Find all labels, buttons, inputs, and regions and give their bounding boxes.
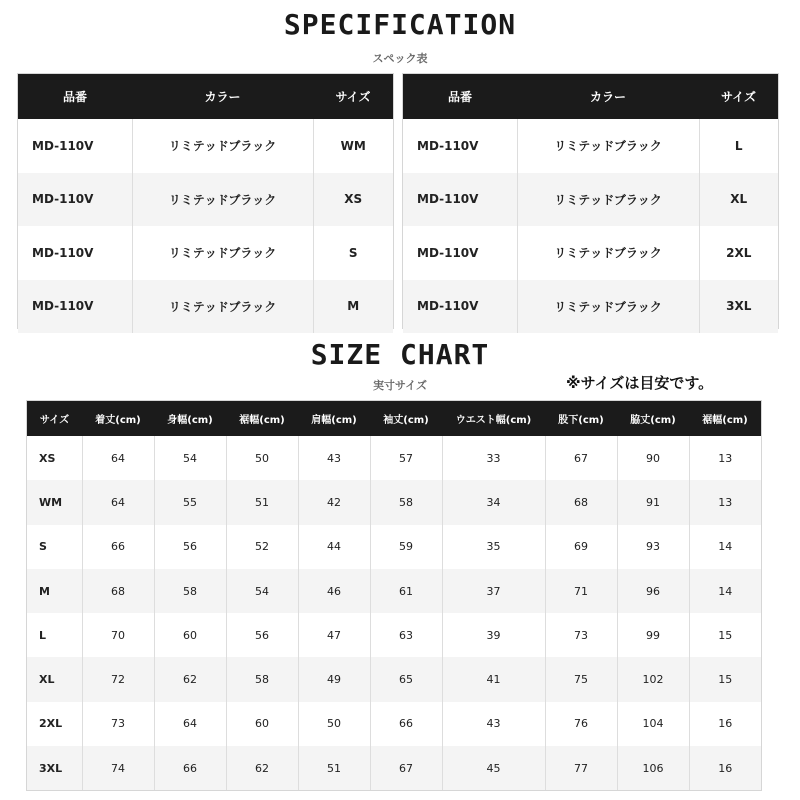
- measurement-cell: 102: [617, 657, 689, 701]
- measurement-cell: 60: [226, 702, 298, 746]
- measurement-cell: 99: [617, 613, 689, 657]
- part-number-cell: MD-110V: [18, 226, 132, 280]
- measurement-cell: 54: [154, 436, 226, 480]
- measurement-cell: 59: [370, 525, 442, 569]
- measurement-cell: 54: [226, 569, 298, 613]
- table-row: [27, 657, 761, 701]
- measurement-cell: 67: [370, 746, 442, 790]
- measurement-cell: 72: [82, 657, 154, 701]
- measurement-cell: 62: [154, 657, 226, 701]
- table-row: [27, 525, 761, 569]
- table-row: [27, 702, 761, 746]
- table-row: [403, 173, 778, 227]
- measurement-cell: 34: [442, 480, 545, 524]
- color-cell: リミテッドブラック: [517, 226, 699, 280]
- part-number-cell: MD-110V: [18, 280, 132, 334]
- size-chart-subtitle: 実寸サイズ: [372, 379, 428, 392]
- part-number-cell: MD-110V: [403, 226, 517, 280]
- table-row: [27, 746, 761, 790]
- measurement-cell: 35: [442, 525, 545, 569]
- measurement-cell: 64: [82, 480, 154, 524]
- measurement-cell: 37: [442, 569, 545, 613]
- measurement-cell: 58: [370, 480, 442, 524]
- color-cell: リミテッドブラック: [132, 280, 313, 334]
- measurement-cell: 61: [370, 569, 442, 613]
- spec-table-left-header: [18, 74, 393, 119]
- table-row: [403, 226, 778, 280]
- size-label-cell: XL: [27, 657, 82, 701]
- color-cell: リミテッドブラック: [517, 280, 699, 334]
- measurement-cell: 63: [370, 613, 442, 657]
- measurement-cell: 74: [82, 746, 154, 790]
- header-size: サイズ: [699, 74, 778, 119]
- table-row: [18, 119, 393, 173]
- measurement-cell: 64: [82, 436, 154, 480]
- measurement-cell: 104: [617, 702, 689, 746]
- table-row: [18, 173, 393, 227]
- color-cell: リミテッドブラック: [517, 119, 699, 173]
- size-label-cell: XS: [27, 436, 82, 480]
- header-sleeve-length: 袖丈(cm): [370, 401, 442, 436]
- measurement-cell: 50: [298, 702, 370, 746]
- measurement-cell: 52: [226, 525, 298, 569]
- header-length: 着丈(cm): [82, 401, 154, 436]
- header-body-width: 身幅(cm): [154, 401, 226, 436]
- size-cell: S: [313, 226, 393, 280]
- measurement-cell: 77: [545, 746, 617, 790]
- size-cell: 2XL: [699, 226, 778, 280]
- size-cell: 3XL: [699, 280, 778, 334]
- measurement-cell: 43: [298, 436, 370, 480]
- part-number-cell: MD-110V: [18, 173, 132, 227]
- measurement-cell: 45: [442, 746, 545, 790]
- measurement-cell: 16: [689, 702, 761, 746]
- measurement-cell: 67: [545, 436, 617, 480]
- measurement-cell: 13: [689, 436, 761, 480]
- color-cell: リミテッドブラック: [132, 119, 313, 173]
- measurement-cell: 73: [545, 613, 617, 657]
- size-note: ※サイズは目安です。: [566, 374, 714, 392]
- measurement-cell: 41: [442, 657, 545, 701]
- measurement-cell: 96: [617, 569, 689, 613]
- size-label-cell: WM: [27, 480, 82, 524]
- measurement-cell: 90: [617, 436, 689, 480]
- measurement-cell: 71: [545, 569, 617, 613]
- size-cell: XS: [313, 173, 393, 227]
- measurement-cell: 44: [298, 525, 370, 569]
- header-color: カラー: [132, 74, 313, 119]
- size-cell: M: [313, 280, 393, 334]
- measurement-cell: 42: [298, 480, 370, 524]
- table-row: [403, 119, 778, 173]
- measurement-cell: 69: [545, 525, 617, 569]
- table-row: [18, 226, 393, 280]
- header-part-number: 品番: [18, 74, 132, 119]
- part-number-cell: MD-110V: [18, 119, 132, 173]
- table-row: [27, 613, 761, 657]
- size-label-cell: S: [27, 525, 82, 569]
- size-chart-title: SIZE CHART: [310, 338, 490, 371]
- header-size: サイズ: [27, 401, 82, 436]
- size-label-cell: 2XL: [27, 702, 82, 746]
- header-shoulder-width: 肩幅(cm): [298, 401, 370, 436]
- measurement-cell: 65: [370, 657, 442, 701]
- measurement-cell: 93: [617, 525, 689, 569]
- measurement-cell: 68: [82, 569, 154, 613]
- measurement-cell: 60: [154, 613, 226, 657]
- measurement-cell: 47: [298, 613, 370, 657]
- color-cell: リミテッドブラック: [517, 173, 699, 227]
- header-leg-hem-width: 裾幅(cm): [689, 401, 761, 436]
- size-label-cell: M: [27, 569, 82, 613]
- size-table: [27, 401, 761, 790]
- header-outseam: 脇丈(cm): [617, 401, 689, 436]
- size-cell: XL: [699, 173, 778, 227]
- spec-table-left: [18, 74, 393, 333]
- measurement-cell: 15: [689, 657, 761, 701]
- spec-table-right-wrap: [402, 73, 779, 329]
- spec-subtitle: スペック表: [372, 52, 428, 65]
- measurement-cell: 66: [154, 746, 226, 790]
- size-table-wrap: [26, 400, 762, 791]
- measurement-cell: 39: [442, 613, 545, 657]
- measurement-cell: 91: [617, 480, 689, 524]
- color-cell: リミテッドブラック: [132, 226, 313, 280]
- measurement-cell: 57: [370, 436, 442, 480]
- size-table-body: [27, 436, 761, 790]
- measurement-cell: 58: [154, 569, 226, 613]
- measurement-cell: 58: [226, 657, 298, 701]
- measurement-cell: 56: [226, 613, 298, 657]
- table-row: [403, 280, 778, 334]
- part-number-cell: MD-110V: [403, 280, 517, 334]
- measurement-cell: 70: [82, 613, 154, 657]
- measurement-cell: 73: [82, 702, 154, 746]
- spec-table-right: [403, 74, 778, 333]
- color-cell: リミテッドブラック: [132, 173, 313, 227]
- spec-table-right-header: [403, 74, 778, 119]
- spec-title: SPECIFICATION: [283, 8, 517, 41]
- measurement-cell: 16: [689, 746, 761, 790]
- measurement-cell: 56: [154, 525, 226, 569]
- measurement-cell: 75: [545, 657, 617, 701]
- part-number-cell: MD-110V: [403, 119, 517, 173]
- header-part-number: 品番: [403, 74, 517, 119]
- size-cell: L: [699, 119, 778, 173]
- measurement-cell: 49: [298, 657, 370, 701]
- spec-table-left-wrap: [17, 73, 394, 329]
- table-row: [27, 480, 761, 524]
- measurement-cell: 51: [298, 746, 370, 790]
- measurement-cell: 46: [298, 569, 370, 613]
- measurement-cell: 43: [442, 702, 545, 746]
- header-inseam: 股下(cm): [545, 401, 617, 436]
- measurement-cell: 51: [226, 480, 298, 524]
- size-label-cell: 3XL: [27, 746, 82, 790]
- measurement-cell: 15: [689, 613, 761, 657]
- part-number-cell: MD-110V: [403, 173, 517, 227]
- measurement-cell: 62: [226, 746, 298, 790]
- measurement-cell: 13: [689, 480, 761, 524]
- table-row: [18, 280, 393, 334]
- measurement-cell: 66: [370, 702, 442, 746]
- header-color: カラー: [517, 74, 699, 119]
- measurement-cell: 76: [545, 702, 617, 746]
- measurement-cell: 50: [226, 436, 298, 480]
- size-label-cell: L: [27, 613, 82, 657]
- measurement-cell: 66: [82, 525, 154, 569]
- header-waist-width: ウエスト幅(cm): [442, 401, 545, 436]
- measurement-cell: 106: [617, 746, 689, 790]
- measurement-cell: 14: [689, 569, 761, 613]
- size-table-header: [27, 401, 761, 436]
- measurement-cell: 33: [442, 436, 545, 480]
- table-row: [27, 569, 761, 613]
- measurement-cell: 14: [689, 525, 761, 569]
- measurement-cell: 55: [154, 480, 226, 524]
- table-row: [27, 436, 761, 480]
- size-cell: WM: [313, 119, 393, 173]
- measurement-cell: 64: [154, 702, 226, 746]
- measurement-cell: 68: [545, 480, 617, 524]
- header-size: サイズ: [313, 74, 393, 119]
- header-hem-width: 裾幅(cm): [226, 401, 298, 436]
